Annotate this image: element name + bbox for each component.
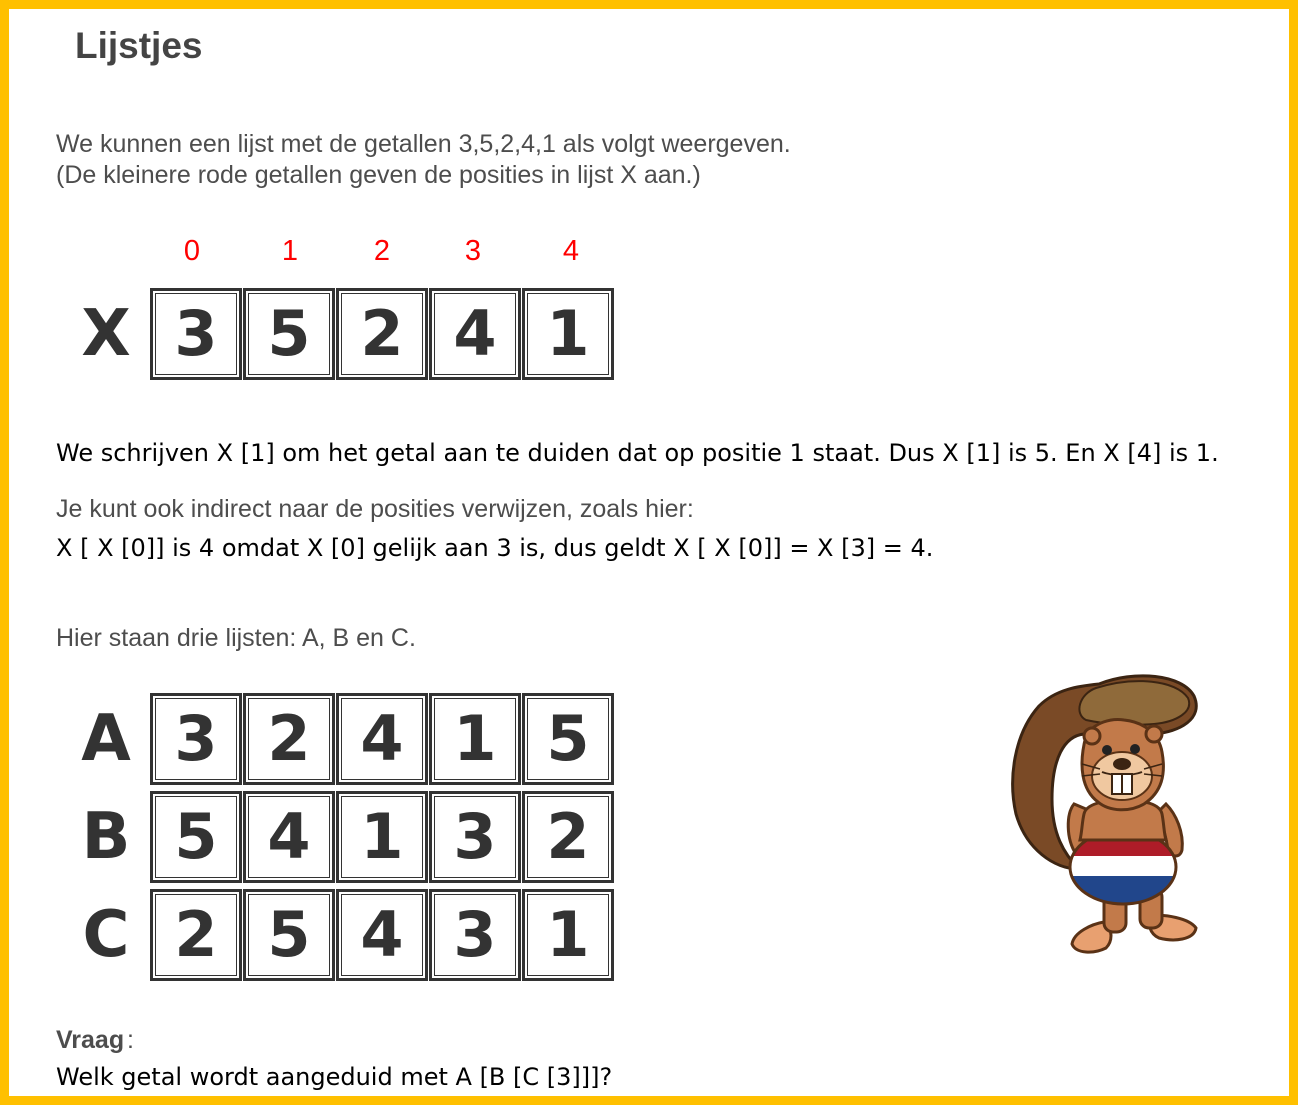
explanation-line-2: Je kunt ook indirect naar de posities verwijzen, zoals hier: bbox=[56, 495, 694, 523]
intro-line-1: We kunnen een lijst met de getallen 3,5,2,4,1 als volgt weergeven. bbox=[56, 130, 791, 158]
beaver-left-tooth bbox=[1112, 774, 1122, 794]
beaver-left-ear bbox=[1084, 728, 1100, 744]
list-b-cell: 1 bbox=[336, 791, 428, 883]
list-c-cell: 3 bbox=[429, 889, 521, 981]
list-c-cell: 4 bbox=[336, 889, 428, 981]
list-x-cell: 1 bbox=[522, 288, 614, 380]
explanation-line-3: X [ X [0]] is 4 omdat X [0] gelijk aan 3 is, dus geldt X [ X [0]] = X [3] = 4. bbox=[56, 534, 934, 562]
list-a-cell: 4 bbox=[336, 693, 428, 785]
beaver-right-eye bbox=[1130, 744, 1140, 754]
list-a-cell: 3 bbox=[150, 693, 242, 785]
page-title: Lijstjes bbox=[75, 25, 203, 66]
list-x-label: X bbox=[81, 297, 131, 371]
position-index: 1 bbox=[281, 235, 299, 267]
position-index: 3 bbox=[464, 235, 482, 267]
list-b-cell: 4 bbox=[243, 791, 335, 883]
list-c-cell: 1 bbox=[522, 889, 614, 981]
list-c-cell: 5 bbox=[243, 889, 335, 981]
beaver-right-tooth bbox=[1122, 774, 1132, 794]
beaver-icon bbox=[1004, 664, 1204, 964]
position-index: 0 bbox=[183, 235, 201, 267]
beaver-right-ear bbox=[1146, 726, 1162, 742]
question-label: Vraag bbox=[56, 1026, 125, 1054]
question-text: Welk getal wordt aangeduid met A [B [C [3]]]? bbox=[56, 1063, 613, 1091]
beaver-paddle bbox=[1079, 681, 1189, 725]
list-b-cell: 3 bbox=[429, 791, 521, 883]
explanation-line-1: We schrijven X [1] om het getal aan te duiden dat op positie 1 staat. Dus X [1] is 5. En X [4] is 1. bbox=[56, 439, 1219, 467]
list-x-cell: 4 bbox=[429, 288, 521, 380]
list-c-cell: 2 bbox=[150, 889, 242, 981]
list-x-cell: 3 bbox=[150, 288, 242, 380]
beaver-left-eye bbox=[1102, 745, 1112, 755]
intro-line-2: (De kleinere rode getallen geven de posities in lijst X aan.) bbox=[56, 161, 701, 189]
list-b-cell: 5 bbox=[150, 791, 242, 883]
list-x-cell: 2 bbox=[336, 288, 428, 380]
position-index: 4 bbox=[562, 235, 580, 267]
list-a-label: A bbox=[81, 702, 131, 776]
list-x-cell: 5 bbox=[243, 288, 335, 380]
list-a-cell: 1 bbox=[429, 693, 521, 785]
list-a-cell: 5 bbox=[522, 693, 614, 785]
list-b-label: B bbox=[81, 800, 131, 874]
list-b-cell: 2 bbox=[522, 791, 614, 883]
lists-intro: Hier staan drie lijsten: A, B en C. bbox=[56, 624, 416, 652]
intro-text bbox=[56, 129, 791, 191]
beaver-nose bbox=[1113, 758, 1131, 770]
list-a-cell: 2 bbox=[243, 693, 335, 785]
position-index: 2 bbox=[373, 235, 391, 267]
list-c-label: C bbox=[82, 898, 130, 972]
question-label-colon: : bbox=[127, 1026, 134, 1054]
